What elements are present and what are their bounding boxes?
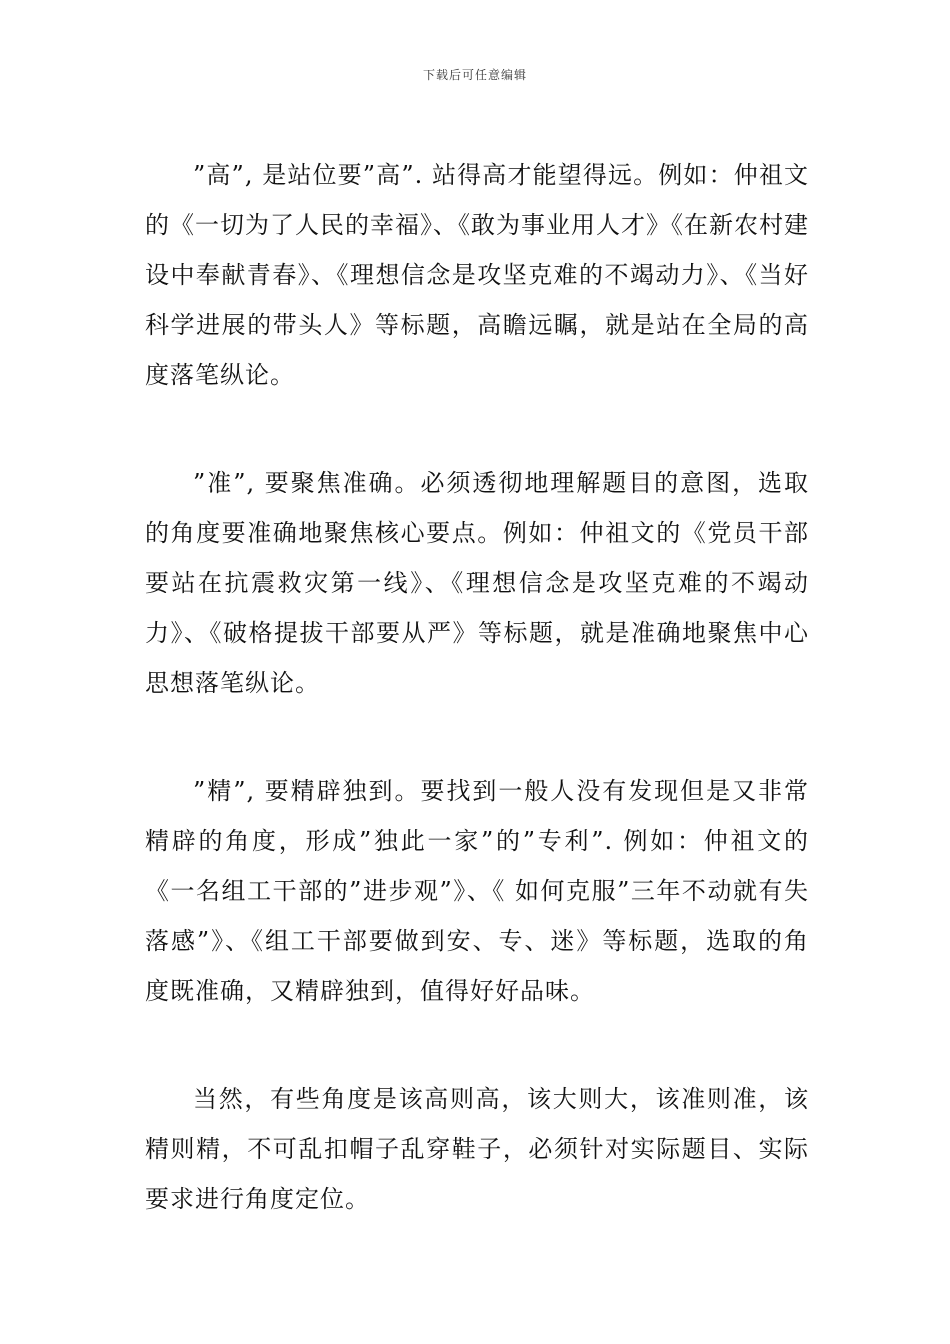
document-body <box>145 150 809 1282</box>
paragraph-gao: ”高”, 是站位要”高”. 站得高才能望得远。例如：仲祖文的《一切为了人民的幸福》、《敢为事业用人才》《在新农村建设中奉献青春》、《理想信念是攻坚克难的不竭动力》、《当好科学进展的带头人》等标题，高瞻远瞩，就是站在全局的高度落笔纵论。 <box>145 161 809 389</box>
paragraph-zhun: ”准”, 要聚焦准确。必须透彻地理解题目的意图，选取的角度要准确地聚焦核心要点。例如：仲祖文的《党员干部要站在抗震救灾第一线》、《理想信念是攻坚克难的不竭动力》、《破格提拔干部要从严》等标题，就是准确地聚焦中心思想落笔纵论。 <box>145 469 809 697</box>
page-header-note: 下载后可任意编辑 <box>422 68 527 82</box>
paragraph-conclusion: 当然，有些角度是该高则高，该大则大，该准则准，该精则精，不可乱扣帽子乱穿鞋子，必须针对实际题目、实际要求进行角度定位。 <box>145 1085 809 1213</box>
paragraph-jing: ”精”, 要精辟独到。要找到一般人没有发现但是又非常精辟的角度，形成”独此一家”的”专利”. 例如：仲祖文的《一名组工干部的”进步观”》、《 如何克服”三年不动就有失落感”》、《组工干部要做到安、专、迷》等标题，选取的角度既准确，又精辟独到，值得好好品味。 <box>145 777 809 1005</box>
